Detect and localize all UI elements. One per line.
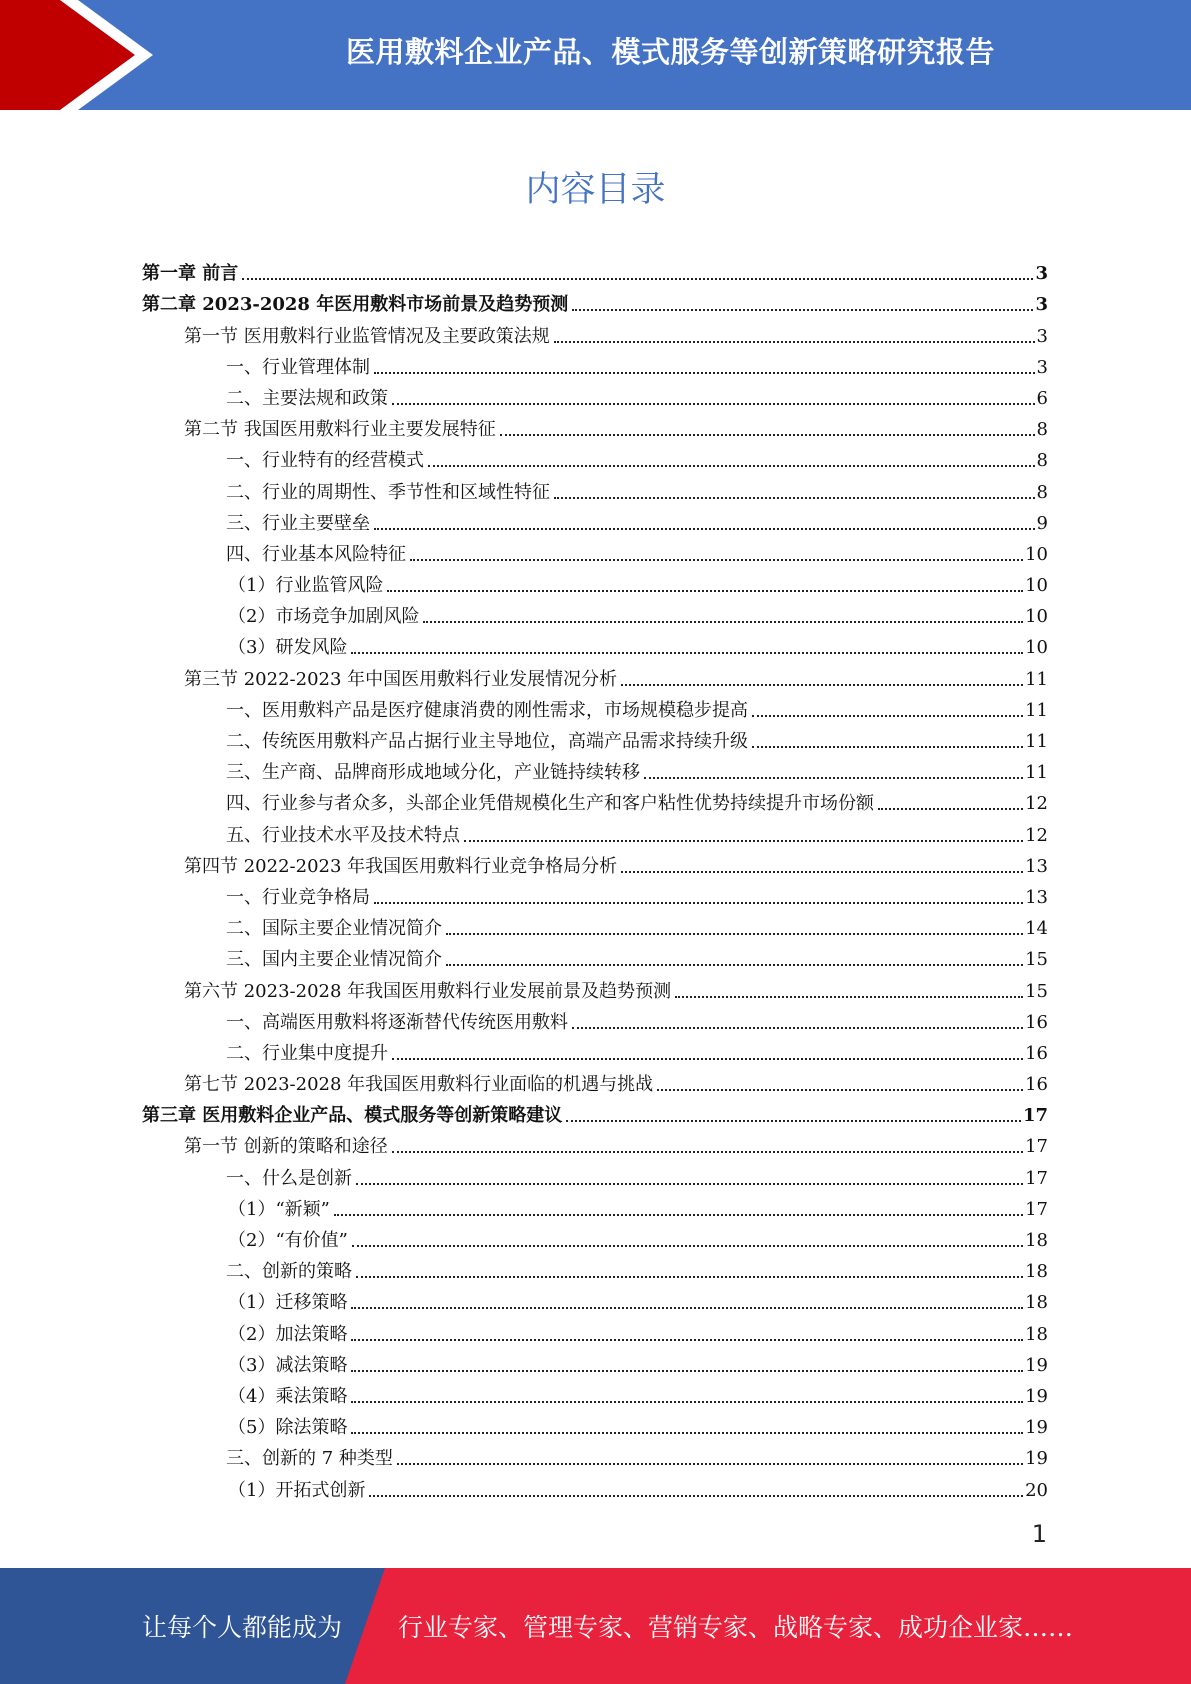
toc-leader-dots (423, 621, 1023, 623)
toc-entry-label: 第七节 2023-2028 年我国医用敷料行业面临的机遇与挑战 (184, 1074, 654, 1096)
toc-leader-dots (446, 964, 1023, 966)
toc-leader-dots (369, 1495, 1023, 1497)
toc-entry-page: 8 (1036, 450, 1048, 472)
toc-entry-page: 10 (1025, 606, 1048, 628)
toc-entry-label: 四、行业参与者众多，头部企业凭借规模化生产和客户粘性优势持续提升市场份额 (226, 793, 874, 815)
toc-entry[interactable] (142, 410, 1048, 441)
toc-entry-page: 11 (1025, 699, 1048, 721)
toc-entry[interactable] (142, 815, 1048, 846)
header-banner (0, 0, 1191, 110)
toc-leader-dots (500, 434, 1035, 436)
toc-entry[interactable] (142, 1065, 1048, 1096)
toc-entry[interactable] (142, 1346, 1048, 1377)
toc-entry[interactable] (142, 909, 1048, 940)
footer-left-text: 让每个人都能成为 (142, 1613, 343, 1642)
toc-entry-label: 第二章 2023-2028 年医用敷料市场前景及趋势预测 (142, 294, 569, 316)
toc-entry[interactable] (142, 535, 1048, 566)
toc-entry[interactable] (142, 784, 1048, 815)
toc-entry-page: 18 (1025, 1230, 1048, 1251)
toc-entry-page: 10 (1025, 637, 1048, 659)
toc-entry-page: 11 (1025, 668, 1048, 690)
toc-leader-dots (397, 1463, 1023, 1465)
toc-leader-dots (334, 1214, 1023, 1216)
toc-leader-dots (392, 1151, 1023, 1153)
toc-leader-dots (392, 403, 1035, 405)
toc-leader-dots (566, 1120, 1021, 1122)
toc-entry[interactable] (142, 348, 1048, 379)
toc-leader-dots (242, 278, 1033, 280)
toc-entry[interactable] (142, 1314, 1048, 1345)
toc-entry-label: （4）乘法策略 (228, 1385, 348, 1407)
toc-entry-page: 20 (1025, 1479, 1048, 1501)
toc-leader-dots (644, 777, 1023, 779)
toc-leader-dots (428, 465, 1035, 467)
toc-entry[interactable] (142, 472, 1048, 503)
toc-entry-label: 一、行业竞争格局 (226, 886, 370, 908)
toc-entry[interactable] (142, 285, 1048, 316)
toc-entry-label: 第一节 创新的策略和途径 (184, 1136, 388, 1158)
toc-entry-page: 19 (1025, 1448, 1048, 1470)
page-number: 1 (1031, 1520, 1047, 1548)
toc-entry-label: 三、国内主要企业情况简介 (226, 949, 442, 971)
toc-leader-dots (572, 1027, 1023, 1029)
toc-entry-label: 一、什么是创新 (226, 1167, 352, 1189)
toc-leader-dots (752, 746, 1023, 748)
toc-entry[interactable] (142, 1158, 1048, 1189)
toc-entry[interactable] (142, 753, 1048, 784)
toc-entry-page: 12 (1025, 824, 1048, 846)
toc-entry[interactable] (142, 878, 1048, 909)
toc-entry-page: 17 (1022, 1105, 1048, 1127)
toc-entry-label: （2）加法策略 (228, 1323, 348, 1345)
toc-entry-page: 3 (1036, 356, 1048, 378)
toc-entry[interactable] (142, 971, 1048, 1002)
toc-entry[interactable] (142, 316, 1048, 347)
toc-entry-page: 3 (1035, 294, 1048, 316)
toc-entry-page: 8 (1036, 419, 1048, 441)
toc-entry-page: 18 (1025, 1292, 1048, 1314)
toc-entry-page: 13 (1025, 886, 1048, 908)
toc-entry[interactable] (142, 1408, 1048, 1439)
toc-entry[interactable] (142, 254, 1048, 285)
toc-leader-dots (351, 1432, 1023, 1434)
toc-entry-page: 12 (1025, 793, 1048, 815)
toc-entry-page: 3 (1035, 263, 1048, 285)
toc-leader-dots (554, 341, 1035, 343)
toc-leader-dots (374, 528, 1035, 530)
toc-leader-dots (657, 1089, 1023, 1091)
toc-entry-label: （1）开拓式创新 (228, 1479, 366, 1501)
toc-entry-label: 二、创新的策略 (226, 1261, 352, 1283)
footer-right-text: 行业专家、管理专家、营销专家、战略专家、成功企业家…… (398, 1613, 1074, 1642)
toc-entry-label: 三、行业主要壁垒 (226, 512, 370, 534)
toc-entry-page: 11 (1025, 731, 1048, 752)
toc-entry-label: 第三节 2022-2023 年中国医用敷料行业发展情况分析 (184, 668, 618, 690)
toc-entry-page: 15 (1025, 949, 1048, 971)
chevron-icon (0, 0, 160, 110)
toc-entry-page: 10 (1025, 575, 1048, 597)
toc-entry-page: 6 (1036, 387, 1048, 409)
toc-entry-page: 13 (1025, 855, 1048, 877)
toc-entry-label: （5）除法策略 (228, 1417, 348, 1439)
toc-entry-page: 3 (1036, 325, 1048, 347)
toc-entry-label: 二、传统医用敷料产品占据行业主导地位，高端产品需求持续升级 (226, 731, 748, 752)
toc-leader-dots (392, 1058, 1023, 1060)
toc-entry-page: 19 (1025, 1354, 1048, 1376)
toc-entry-page: 17 (1025, 1198, 1048, 1220)
toc-entry[interactable] (142, 1034, 1048, 1065)
toc-leader-dots (446, 933, 1023, 935)
toc-leader-dots (351, 1339, 1023, 1341)
toc-entry-page: 18 (1025, 1323, 1048, 1345)
toc-entry-label: 二、主要法规和政策 (226, 387, 388, 409)
toc-entry-label: 第六节 2023-2028 年我国医用敷料行业发展前景及趋势预测 (184, 980, 672, 1002)
toc-leader-dots (572, 309, 1033, 311)
toc-entry[interactable] (142, 847, 1048, 878)
toc-entry[interactable] (142, 940, 1048, 971)
toc-entry-label: 五、行业技术水平及技术特点 (226, 824, 460, 846)
toc-leader-dots (352, 1245, 1023, 1247)
toc-leader-dots (374, 372, 1035, 374)
toc-entry-label: （2）“有价值” (228, 1230, 348, 1251)
toc-entry[interactable] (142, 1221, 1048, 1252)
toc-entry[interactable] (142, 1439, 1048, 1470)
toc-entry-label: （3）研发风险 (228, 637, 348, 659)
toc-entry-label: （1）迁移策略 (228, 1292, 348, 1314)
toc-entry-label: 二、行业集中度提升 (226, 1042, 388, 1064)
toc-entry[interactable] (142, 441, 1048, 472)
toc-leader-dots (387, 590, 1023, 592)
toc-entry[interactable] (142, 628, 1048, 659)
toc-leader-dots (356, 1183, 1023, 1185)
toc-entry[interactable] (142, 1190, 1048, 1221)
toc-entry-page: 17 (1025, 1136, 1048, 1158)
toc-leader-dots (675, 996, 1023, 998)
toc-entry[interactable] (142, 1470, 1048, 1501)
toc-leader-dots (752, 715, 1023, 717)
toc-entry-label: （1）行业监管风险 (228, 575, 384, 597)
toc-entry[interactable] (142, 1283, 1048, 1314)
toc-entry[interactable] (142, 722, 1048, 753)
toc-entry-label: 二、行业的周期性、季节性和区域性特征 (226, 481, 550, 503)
toc-entry-label: 第一章 前言 (142, 263, 239, 285)
toc-entry-label: 三、生产商、品牌商形成地域分化，产业链持续转移 (226, 762, 640, 784)
toc-entry-label: 一、行业管理体制 (226, 356, 370, 378)
toc-entry-page: 10 (1025, 543, 1048, 565)
toc-entry-label: 四、行业基本风险特征 (226, 543, 406, 565)
toc-entry-page: 11 (1025, 762, 1048, 784)
toc-entry[interactable] (142, 566, 1048, 597)
toc-entry-page: 16 (1025, 1042, 1048, 1064)
toc-leader-dots (351, 1307, 1023, 1309)
toc-leader-dots (351, 1370, 1023, 1372)
toc-entry[interactable] (142, 659, 1048, 690)
toc-entry-label: 二、国际主要企业情况简介 (226, 918, 442, 940)
toc-entry[interactable] (142, 1096, 1048, 1127)
toc-leader-dots (621, 684, 1023, 686)
toc-leader-dots (351, 1401, 1023, 1403)
toc-entry-page: 15 (1025, 980, 1048, 1002)
toc-leader-dots (410, 559, 1023, 561)
toc-entry-page: 16 (1025, 1011, 1048, 1033)
toc-entry-page: 19 (1025, 1417, 1048, 1439)
toc-leader-dots (374, 902, 1023, 904)
toc-entry[interactable] (142, 691, 1048, 722)
toc-entry-label: （1）“新颖” (228, 1198, 330, 1220)
footer-banner (0, 1568, 1191, 1684)
toc-entry[interactable] (142, 379, 1048, 410)
toc-entry-page: 18 (1025, 1261, 1048, 1283)
toc-entry-label: （3）减法策略 (228, 1354, 348, 1376)
toc-leader-dots (554, 497, 1035, 499)
toc-entry-label: 第三章 医用敷料企业产品、模式服务等创新策略建议 (142, 1105, 563, 1127)
toc-entry[interactable] (142, 1127, 1048, 1158)
toc-entry-label: （2）市场竞争加剧风险 (228, 606, 420, 628)
toc-entry-label: 一、医用敷料产品是医疗健康消费的刚性需求，市场规模稳步提高 (226, 699, 748, 721)
toc-entry-page: 14 (1025, 918, 1048, 940)
header-title: 医用敷料企业产品、模式服务等创新策略研究报告 (345, 34, 995, 69)
toc-entry[interactable] (142, 1003, 1048, 1034)
toc-leader-dots (351, 652, 1023, 654)
toc-entry-page: 19 (1025, 1385, 1048, 1407)
toc-leader-dots (621, 871, 1023, 873)
toc-entry-page: 9 (1036, 512, 1048, 534)
toc-entry-label: 第二节 我国医用敷料行业主要发展特征 (184, 419, 496, 441)
table-of-contents (142, 254, 1048, 1502)
toc-title: 内容目录 (525, 170, 666, 210)
toc-entry-label: 第四节 2022-2023 年我国医用敷料行业竞争格局分析 (184, 855, 618, 877)
toc-entry-page: 16 (1025, 1074, 1048, 1096)
toc-entry[interactable] (142, 1252, 1048, 1283)
toc-entry-label: 三、创新的 7 种类型 (226, 1448, 393, 1470)
toc-entry-page: 17 (1025, 1167, 1048, 1189)
toc-entry[interactable] (142, 504, 1048, 535)
toc-leader-dots (356, 1276, 1023, 1278)
toc-entry[interactable] (142, 597, 1048, 628)
toc-leader-dots (878, 808, 1023, 810)
toc-entry-label: 第一节 医用敷料行业监管情况及主要政策法规 (184, 325, 550, 347)
toc-entry[interactable] (142, 1377, 1048, 1408)
toc-entry-label: 一、行业特有的经营模式 (226, 450, 424, 472)
toc-leader-dots (464, 840, 1023, 842)
toc-entry-page: 8 (1036, 481, 1048, 503)
toc-entry-label: 一、高端医用敷料将逐渐替代传统医用敷料 (226, 1011, 568, 1033)
